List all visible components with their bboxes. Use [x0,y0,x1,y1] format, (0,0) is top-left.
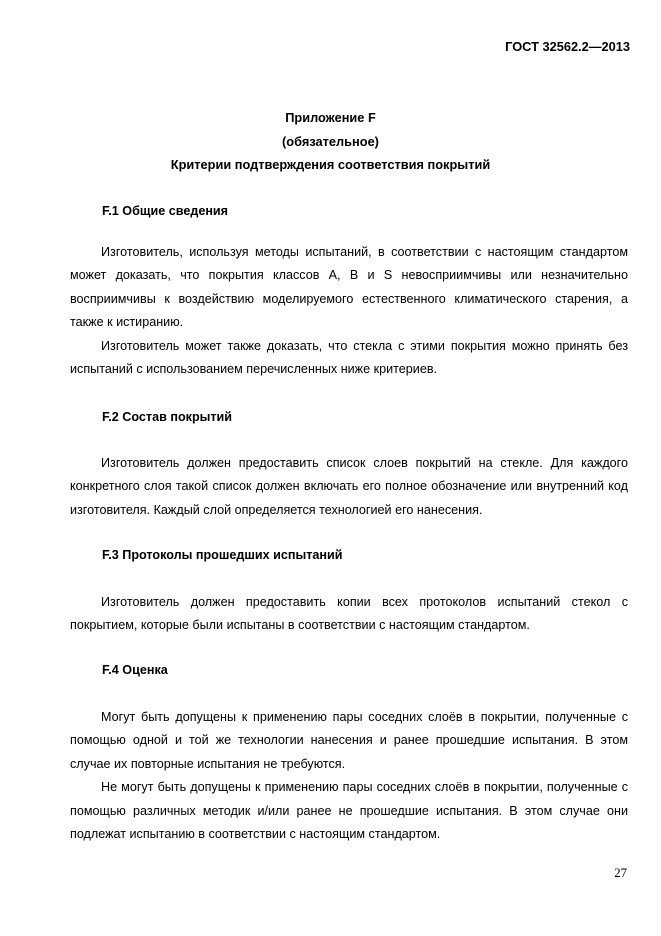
appendix-heading [0,106,661,177]
paragraph: Изготовитель должен предоставить список слоев покрытий на стекле. Для каждого конкретного слоя такой список должен включать его полное обозначение или внутренний код изготовителя. Каждый слой определяется технологией его нанесения. [70,456,628,517]
section-body-f4 [70,706,628,846]
section-body-f2 [70,452,628,522]
paragraph: Не могут быть допущены к применению пары соседних слоёв в покрытии, полученные с помощью различных методик и/или ранее не прошедшие испытания. В этом случае они подлежат испытанию в соответствии с настоящим стандартом. [70,780,628,842]
section-body-f1 [70,241,628,381]
document-code: ГОСТ 32562.2—2013 [505,39,630,54]
paragraph: Могут быть допущены к применению пары соседних слоёв в покрытии, полученные с помощью одной и той же технологии нанесения и ранее прошедшие испытания. В этом случае их повторные испытания не требуются. [70,710,628,771]
page-number: 27 [614,866,627,880]
paragraph: Изготовитель, используя методы испытаний, в соответствии с настоящим стандартом может доказать, что покрытия классов A, B и S невосприимчивы или незначительно восприимчивы к воздействию моделируемого естественного климатического старения, а также к истиранию. [70,245,628,330]
section-title-f4: F.4 Оценка [102,663,168,677]
paragraph: Изготовитель может также доказать, что стекла с этими покрытия можно принять без испытаний с использованием перечисленных ниже критериев. [70,338,628,377]
appendix-subject: Критерии подтверждения соответствия покрытий [170,157,491,173]
paragraph: Изготовитель должен предоставить копии всех протоколов испытаний стекол с покрытием, которые были испытаны в соответствии с настоящим стандартом. [70,595,628,633]
section-body-f3 [70,591,628,638]
section-title-f1: F.1 Общие сведения [102,204,229,218]
appendix-title: Приложение F [285,110,376,125]
section-title-f3: F.3 Протоколы прошедших испытаний [102,548,343,562]
appendix-status: (обязательное) [282,133,379,149]
section-title-f2: F.2 Состав покрытий [102,410,233,424]
